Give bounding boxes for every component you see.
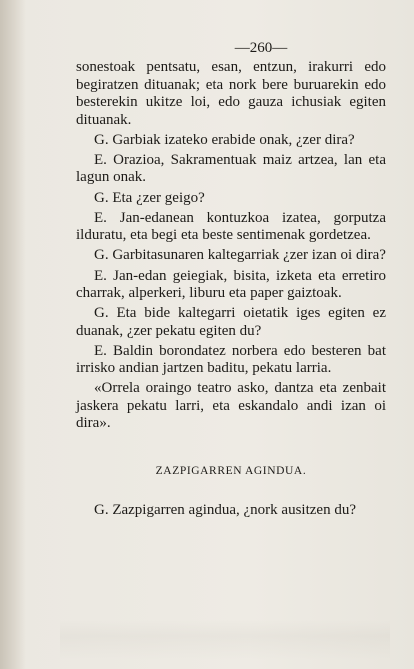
- paragraph: E. Baldin borondatez norbera edo besteren bat irrisko andian jartzen baditu, pekatu larria.: [76, 342, 386, 377]
- page-number: —260—: [234, 40, 288, 56]
- paragraph: G. Garbiak izateko erabide onak, ¿zer dira?: [94, 131, 355, 148]
- show-through-bleed: [60, 620, 390, 660]
- paragraph: G. Eta bide kaltegarri oietatik iges egiten ez duanak, ¿zer pekatu egiten du?: [76, 305, 386, 339]
- paragraph: E. Jan-edan geiegiak, bisita, izketa eta erretiro charrak, alperkeri, liburu eta paper gaiztoak.: [76, 267, 386, 302]
- paragraph-list: [76, 59, 386, 432]
- section-heading: ZAZPIGARREN AGINDUA.: [155, 464, 307, 477]
- paragraph: E. Orazioa, Sakramentuak maiz artzea, lan eta lagun onak.: [76, 152, 386, 186]
- page-content: [76, 40, 386, 522]
- paragraph: E. Jan-edanean kontuzkoa izatea, gorputza ilduratu, eta begi eta beste sentimenak gordetzea.: [76, 209, 386, 244]
- page-gutter-shadow: [0, 0, 26, 669]
- paragraph: G. Eta ¿zer geigo?: [94, 189, 205, 206]
- paragraph: G. Garbitasunaren kaltegarriak ¿zer izan oi dira?: [94, 247, 386, 264]
- paragraph-after-heading: G. Zazpigarren agindua, ¿nork ausitzen du?: [94, 502, 356, 519]
- paragraph: «Orrela oraingo teatro asko, dantza eta zenbait jaskera pekatu larri, eta eskandalo andi izan oi dira».: [76, 380, 386, 432]
- paragraph: sonestoak pentsatu, esan, entzun, irakurri edo begiratzen dituanak; eta nork bere buruarekin edo besterekin ukitze loi, edo gauza ichusiak egiten dituanak.: [76, 59, 386, 128]
